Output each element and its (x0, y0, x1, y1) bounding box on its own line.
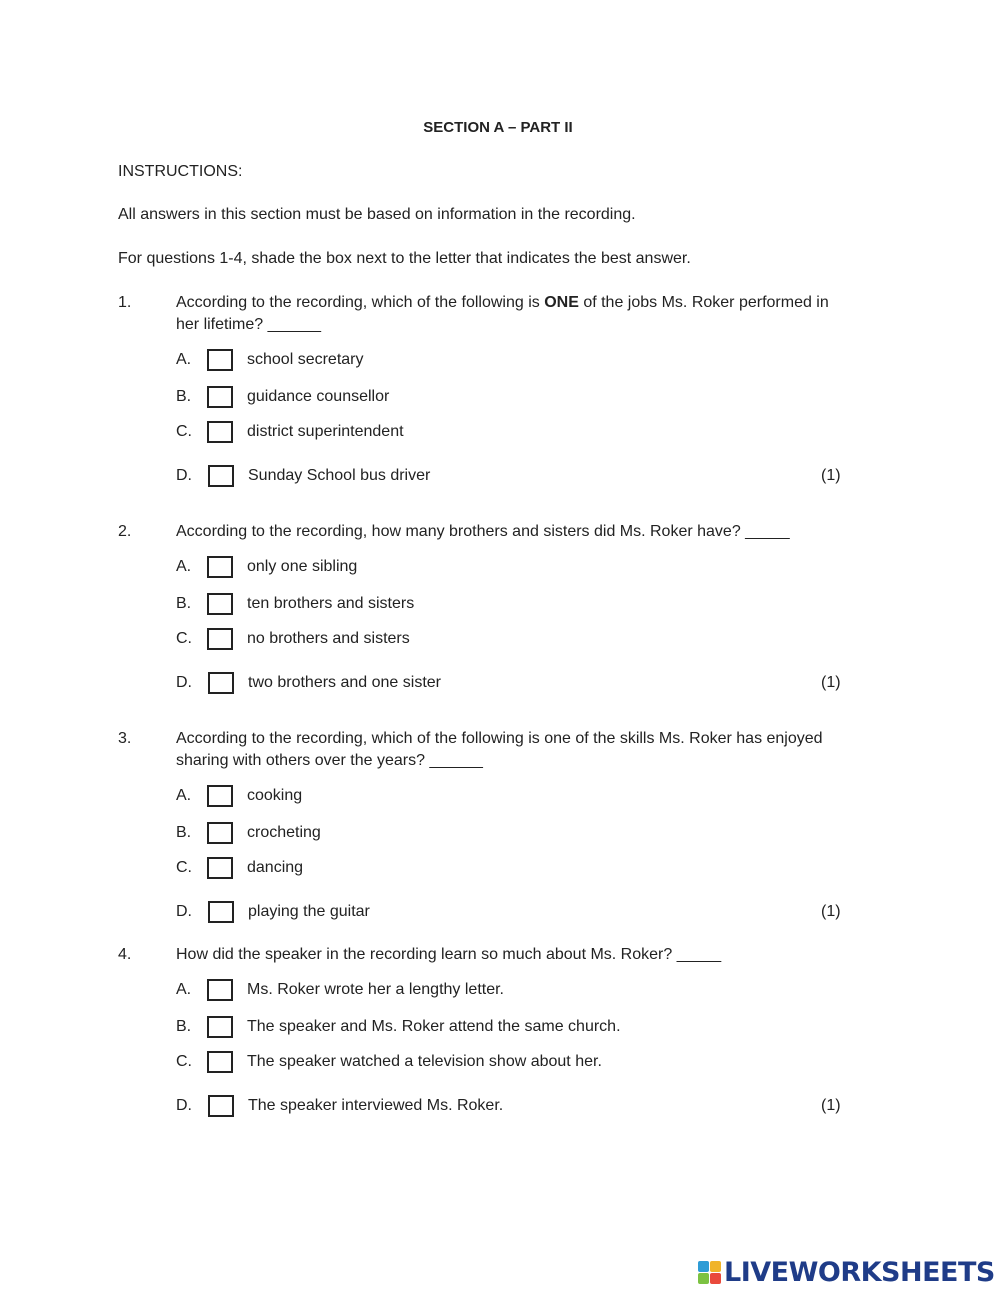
answer-checkbox[interactable] (207, 593, 233, 615)
question-text: How did the speaker in the recording learn so much about Ms. Roker? _____ (176, 946, 722, 963)
answer-checkbox[interactable] (208, 1095, 234, 1117)
option-letter: D. (176, 903, 192, 920)
instructions-label: INSTRUCTIONS: (118, 163, 243, 180)
logo-mark-icon (698, 1261, 721, 1284)
answer-checkbox[interactable] (207, 822, 233, 844)
marks-label: (1) (821, 1097, 841, 1114)
answer-checkbox[interactable] (207, 979, 233, 1001)
logo-text: LIVEWORKSHEETS (724, 1256, 995, 1288)
question-text (176, 728, 823, 772)
option-text: Sunday School bus driver (248, 467, 431, 484)
option-text: crocheting (247, 824, 321, 841)
marks-label: (1) (821, 674, 841, 691)
option-text: two brothers and one sister (248, 674, 441, 691)
question-text-line1: According to the recording, which of the following is one of the skills Ms. Roker has enjoyed (176, 730, 823, 747)
marks-label: (1) (821, 903, 841, 920)
marks-label: (1) (821, 467, 841, 484)
section-title: SECTION A – PART II (423, 119, 573, 136)
liveworksheets-logo (698, 1257, 995, 1287)
question-number: 4. (118, 946, 132, 963)
option-text: only one sibling (247, 558, 358, 575)
instructions-paragraph-1: All answers in this section must be based on information in the recording. (118, 206, 636, 223)
question-number: 2. (118, 523, 132, 540)
option-text: district superintendent (247, 423, 404, 440)
answer-checkbox[interactable] (208, 901, 234, 923)
option-text: school secretary (247, 351, 364, 368)
answer-checkbox[interactable] (207, 628, 233, 650)
answer-checkbox[interactable] (207, 1016, 233, 1038)
question-text-part: According to the recording, which of the following is (176, 294, 545, 311)
question-text-emphasis: ONE (544, 294, 579, 311)
option-letter: A. (176, 351, 192, 368)
answer-checkbox[interactable] (207, 386, 233, 408)
answer-checkbox[interactable] (207, 1051, 233, 1073)
answer-checkbox[interactable] (207, 785, 233, 807)
option-letter: C. (176, 859, 192, 876)
option-letter: D. (176, 674, 192, 691)
answer-checkbox[interactable] (207, 421, 233, 443)
option-text: guidance counsellor (247, 388, 390, 405)
question-text-part: of the jobs Ms. Roker performed in (578, 294, 829, 311)
option-letter: B. (176, 824, 192, 841)
answer-checkbox[interactable] (208, 465, 234, 487)
answer-checkbox[interactable] (207, 556, 233, 578)
option-text: Ms. Roker wrote her a lengthy letter. (247, 981, 504, 998)
option-letter: C. (176, 423, 192, 440)
option-letter: B. (176, 595, 192, 612)
option-letter: B. (176, 388, 192, 405)
question-text-line2: her lifetime? ______ (176, 316, 321, 333)
answer-checkbox[interactable] (207, 349, 233, 371)
option-letter: A. (176, 787, 192, 804)
option-letter: A. (176, 558, 192, 575)
question-text-line2: sharing with others over the years? ______ (176, 752, 483, 769)
option-letter: A. (176, 981, 192, 998)
question-number: 3. (118, 730, 132, 747)
option-text: cooking (247, 787, 303, 804)
question-text: According to the recording, how many brothers and sisters did Ms. Roker have? _____ (176, 523, 790, 540)
option-text: playing the guitar (248, 903, 370, 920)
option-text: ten brothers and sisters (247, 595, 415, 612)
option-text: The speaker interviewed Ms. Roker. (248, 1097, 504, 1114)
option-letter: B. (176, 1018, 192, 1035)
answer-checkbox[interactable] (208, 672, 234, 694)
option-letter: C. (176, 1053, 192, 1070)
option-text: dancing (247, 859, 304, 876)
option-text: no brothers and sisters (247, 630, 410, 647)
option-letter: D. (176, 467, 192, 484)
question-text (176, 292, 829, 336)
option-letter: D. (176, 1097, 192, 1114)
question-number: 1. (118, 294, 132, 311)
option-letter: C. (176, 630, 192, 647)
option-text: The speaker and Ms. Roker attend the same church. (247, 1018, 621, 1035)
option-text: The speaker watched a television show about her. (247, 1053, 602, 1070)
answer-checkbox[interactable] (207, 857, 233, 879)
instructions-paragraph-2: For questions 1-4, shade the box next to the letter that indicates the best answer. (118, 250, 691, 267)
